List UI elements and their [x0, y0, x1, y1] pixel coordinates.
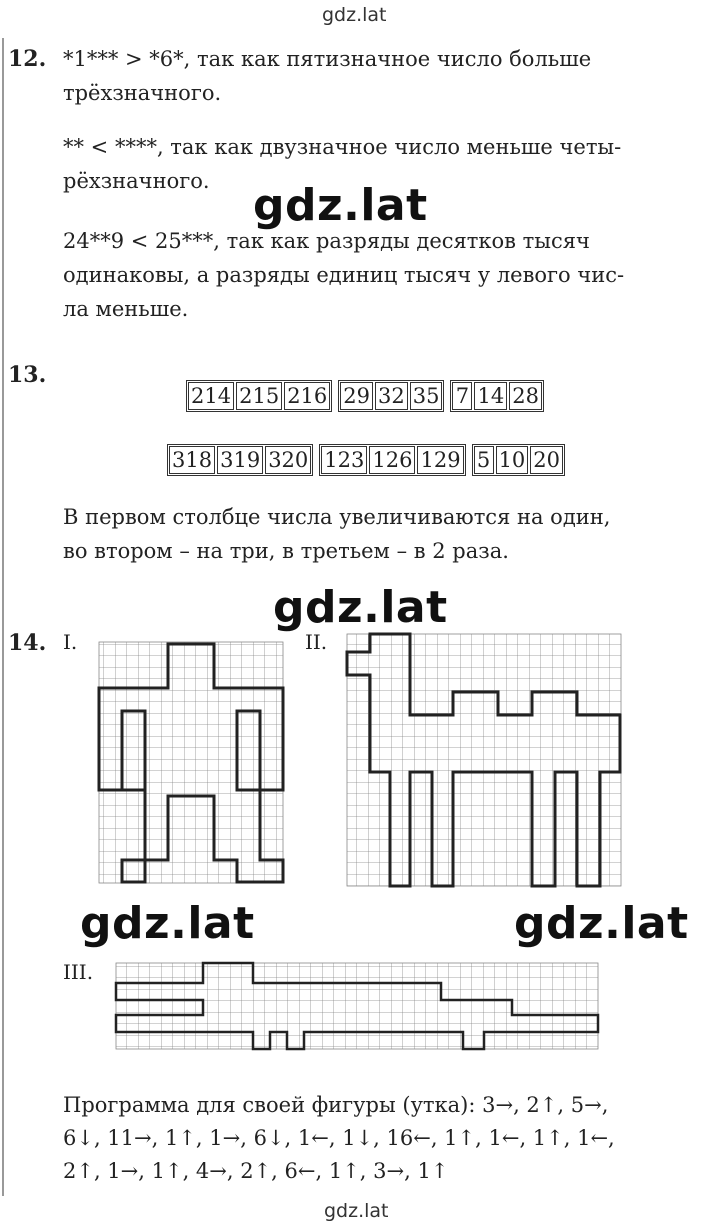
number-cell: 126	[369, 446, 415, 474]
task13-number: 13.	[8, 362, 47, 388]
number-cell: 320	[265, 446, 311, 474]
figure-2-grid	[347, 634, 621, 886]
number-cell: 216	[284, 382, 330, 410]
task13-line2: во втором – на три, в третьем – в 2 раза.	[63, 539, 509, 563]
number-cell: 318	[169, 446, 215, 474]
watermark-3: gdz.lat	[80, 898, 255, 949]
task12-number: 12.	[8, 46, 47, 72]
number-cell: 20	[530, 446, 563, 474]
number-cell: 29	[340, 382, 373, 410]
number-cell: 215	[236, 382, 282, 410]
number-cell: 123	[321, 446, 367, 474]
task12-line7: ла меньше.	[63, 297, 189, 321]
number-cell: 129	[417, 446, 463, 474]
task12-line2: трёхзначного.	[63, 81, 222, 105]
figure-label-1: I.	[63, 630, 78, 654]
number-cell: 14	[474, 382, 507, 410]
number-cell: 5	[474, 446, 494, 474]
task14-line2: 6↓, 11→, 1↑, 1→, 6↓, 1←, 1↓, 16←, 1↑, 1←, 1↑, 1←,	[63, 1126, 615, 1150]
task14-line1: Программа для своей фигуры (утка): 3→, 2↑, 5→,	[63, 1093, 609, 1117]
figure-3-grid	[116, 963, 598, 1049]
number-cell: 319	[217, 446, 263, 474]
figure-label-2: II.	[305, 630, 328, 654]
number-cell: 35	[410, 382, 443, 410]
figure-label-3: III.	[63, 960, 94, 984]
watermark-2: gdz.lat	[273, 582, 448, 633]
task12-line3: ** < ****, так как двузначное число меньше четы-	[63, 135, 622, 159]
task13-line1: В первом столбце числа увеличиваются на один,	[63, 505, 611, 529]
site-header: gdz.lat	[322, 4, 387, 26]
site-footer: gdz.lat	[324, 1200, 389, 1222]
task14-number: 14.	[8, 630, 47, 656]
number-cell: 28	[509, 382, 542, 410]
task12-line6: одинаковы, а разряды единиц тысяч у левого чис-	[63, 263, 625, 287]
task12-line5: 24**9 < 25***, так как разряды десятков тысяч	[63, 229, 590, 253]
task12-line4: рёхзначного.	[63, 169, 210, 193]
figure-1-grid	[99, 642, 283, 883]
task12-line1: *1*** > *6*, так как пятизначное число больше	[63, 47, 592, 71]
number-cell: 10	[496, 446, 529, 474]
watermark-1: gdz.lat	[253, 180, 428, 231]
number-cell: 214	[188, 382, 234, 410]
number-cell: 32	[375, 382, 408, 410]
number-cell: 7	[452, 382, 472, 410]
watermark-4: gdz.lat	[514, 898, 689, 949]
task14-line3: 2↑, 1→, 1↑, 4→, 2↑, 6←, 1↑, 3→, 1↑	[63, 1159, 449, 1183]
